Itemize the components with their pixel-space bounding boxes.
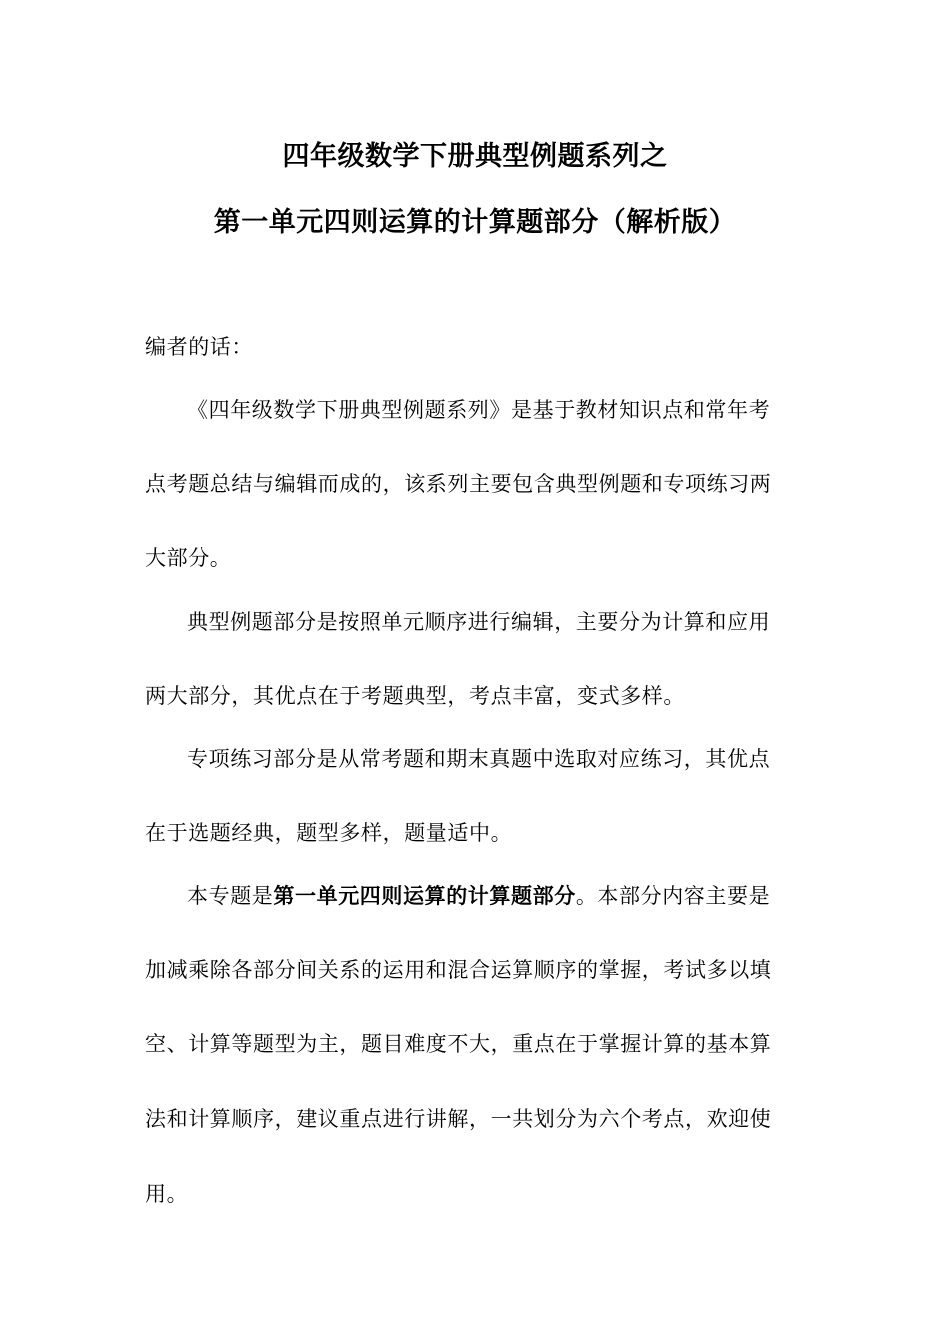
paragraph-1-line-1: 《四年级数学下册典型例题系列》是基于教材知识点和常年考 [187, 398, 771, 422]
paragraph-4-prefix: 本专题是 [187, 884, 274, 908]
document-title-line-2: 第一单元四则运算的计算题部分（解析版） [213, 207, 737, 238]
paragraph-4-line-5: 用。 [145, 1182, 189, 1206]
document-title-line-1: 四年级数学下册典型例题系列之 [282, 141, 668, 172]
paragraph-3-line-1: 专项练习部分是从常考题和期末真题中选取对应练习，其优点 [187, 747, 771, 771]
paragraph-4-line-2: 加减乘除各部分间关系的运用和混合运算顺序的掌握，考试多以填 [145, 958, 772, 982]
paragraph-1-line-3: 大部分。 [145, 546, 232, 570]
paragraph-4-topic-bold: 第一单元四则运算的计算题部分 [273, 884, 576, 908]
paragraph-4-line-1 [187, 882, 795, 910]
paragraph-4-line-3: 空、计算等题型为主，题目难度不大，重点在于掌握计算的基本算 [145, 1032, 772, 1056]
paragraph-2-line-2: 两大部分，其优点在于考题典型，考点丰富，变式多样。 [145, 684, 685, 708]
paragraph-4-line-4: 法和计算顺序，建议重点进行讲解，一共划分为六个考点，欢迎使 [145, 1107, 772, 1131]
paragraph-4-suffix: 。本部分内容主要是 [575, 884, 771, 908]
editor-note-heading: 编者的话： [145, 335, 253, 359]
paragraph-2-line-1: 典型例题部分是按照单元顺序进行编辑，主要分为计算和应用 [187, 610, 771, 634]
paragraph-1-line-2: 点考题总结与编辑而成的，该系列主要包含典型例题和专项练习两 [145, 472, 772, 496]
paragraph-3-line-2: 在于选题经典，题型多样，题量适中。 [145, 821, 513, 845]
